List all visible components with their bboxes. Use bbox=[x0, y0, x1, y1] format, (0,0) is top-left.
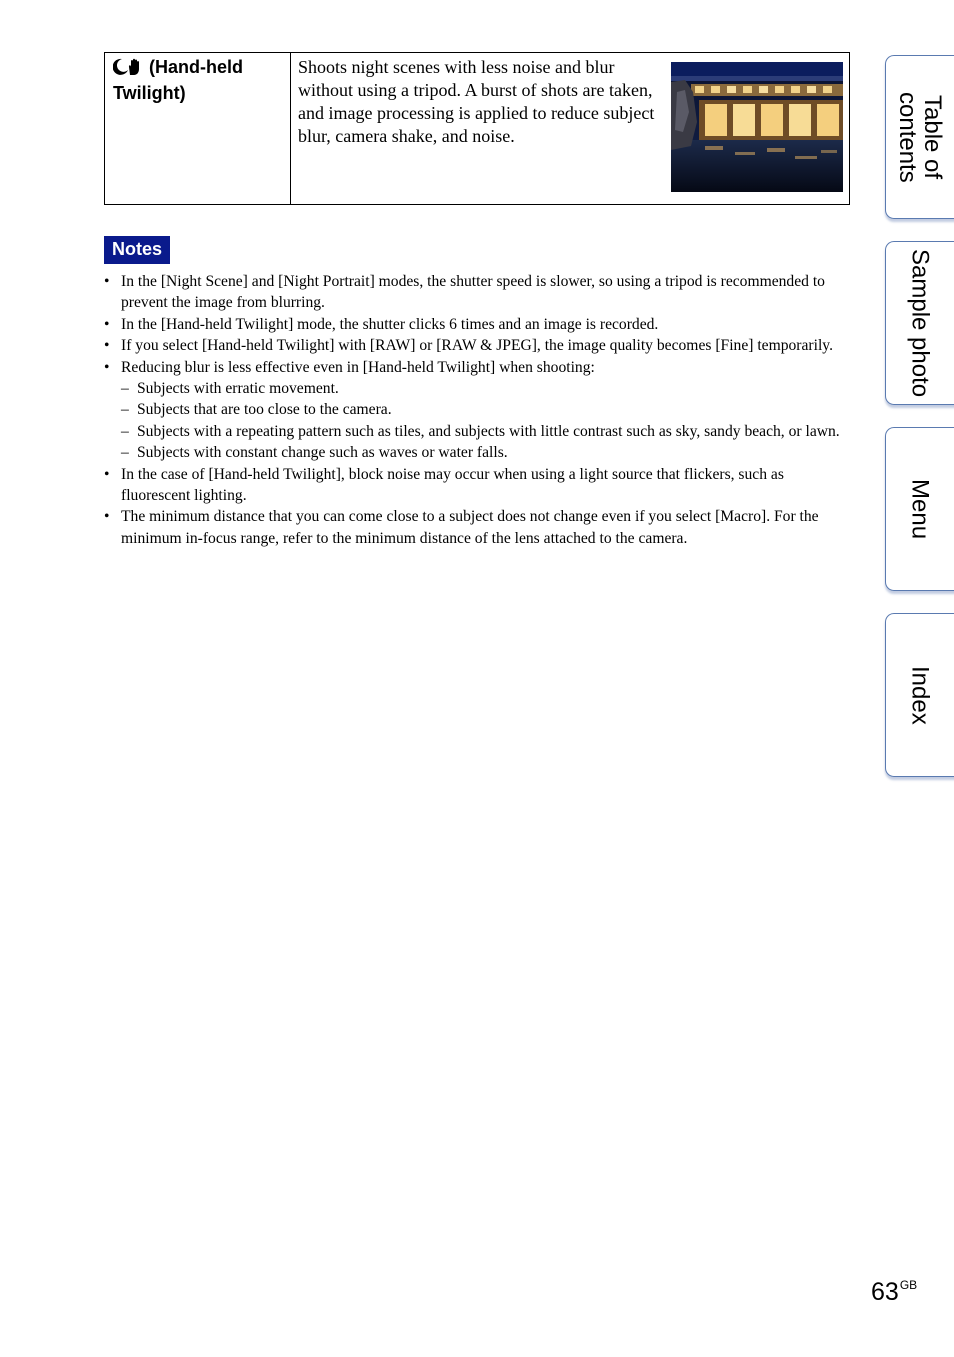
mode-description: Shoots night scenes with less noise and blur without using a tripod. A burst of shots are taken, and image processing is applied to reduce subject blur, camera shake, and noise. bbox=[298, 57, 655, 146]
tab-label: Sample photo bbox=[906, 248, 934, 398]
hand-held-twilight-icon bbox=[113, 58, 143, 82]
tab-label: Menu bbox=[906, 478, 934, 540]
mode-name-cell bbox=[105, 53, 291, 204]
tab-label: Index bbox=[906, 665, 934, 725]
note-item: • In the [Night Scene] and [Night Portrait] modes, the shutter speed is slower, so using a tripod is recommended to prevent the image from blurring. bbox=[104, 271, 849, 314]
note-sub-item: – Subjects with a repeating pattern such as tiles, and subjects with little contrast such as sky, sandy beach, or lawn. bbox=[121, 421, 849, 442]
note-item: • In the [Hand-held Twilight] mode, the shutter clicks 6 times and an image is recorded. bbox=[104, 314, 849, 335]
page-number-suffix: GB bbox=[899, 1278, 918, 1292]
page-number-value: 63 bbox=[871, 1278, 899, 1306]
tab-index[interactable] bbox=[885, 613, 954, 777]
tab-table-of-contents[interactable] bbox=[885, 55, 954, 219]
note-sub-list bbox=[121, 378, 849, 464]
note-sub-item: – Subjects that are too close to the camera. bbox=[121, 399, 849, 420]
page-number bbox=[871, 1278, 917, 1307]
note-item: • The minimum distance that you can come close to a subject does not change even if you select [Macro]. For the minimum in-focus range, refer to the minimum distance of the lens attached to the camera. bbox=[104, 506, 849, 549]
tab-menu[interactable] bbox=[885, 427, 954, 591]
mode-description-cell bbox=[291, 53, 849, 204]
mode-table bbox=[104, 52, 850, 205]
note-item-with-subitems bbox=[104, 357, 849, 464]
note-item: • In the case of [Hand-held Twilight], block noise may occur when using a light source that flickers, such as fluorescent lighting. bbox=[104, 464, 849, 507]
note-sub-item: – Subjects with erratic movement. bbox=[121, 378, 849, 399]
mode-name-label: (Hand-held Twilight) bbox=[113, 57, 243, 103]
tab-sample-photo[interactable] bbox=[885, 241, 954, 405]
sample-night-photo bbox=[671, 62, 843, 192]
note-sub-item: – Subjects with constant change such as waves or water falls. bbox=[121, 442, 849, 463]
note-item-text: Reducing blur is less effective even in [Hand-held Twilight] when shooting: bbox=[121, 358, 595, 376]
tab-label: Table of contents bbox=[894, 91, 946, 183]
note-item: • If you select [Hand-held Twilight] with [RAW] or [RAW & JPEG], the image quality becomes [Fine] temporarily. bbox=[104, 335, 849, 356]
notes-label: Notes bbox=[104, 236, 170, 264]
notes-list bbox=[104, 271, 849, 549]
